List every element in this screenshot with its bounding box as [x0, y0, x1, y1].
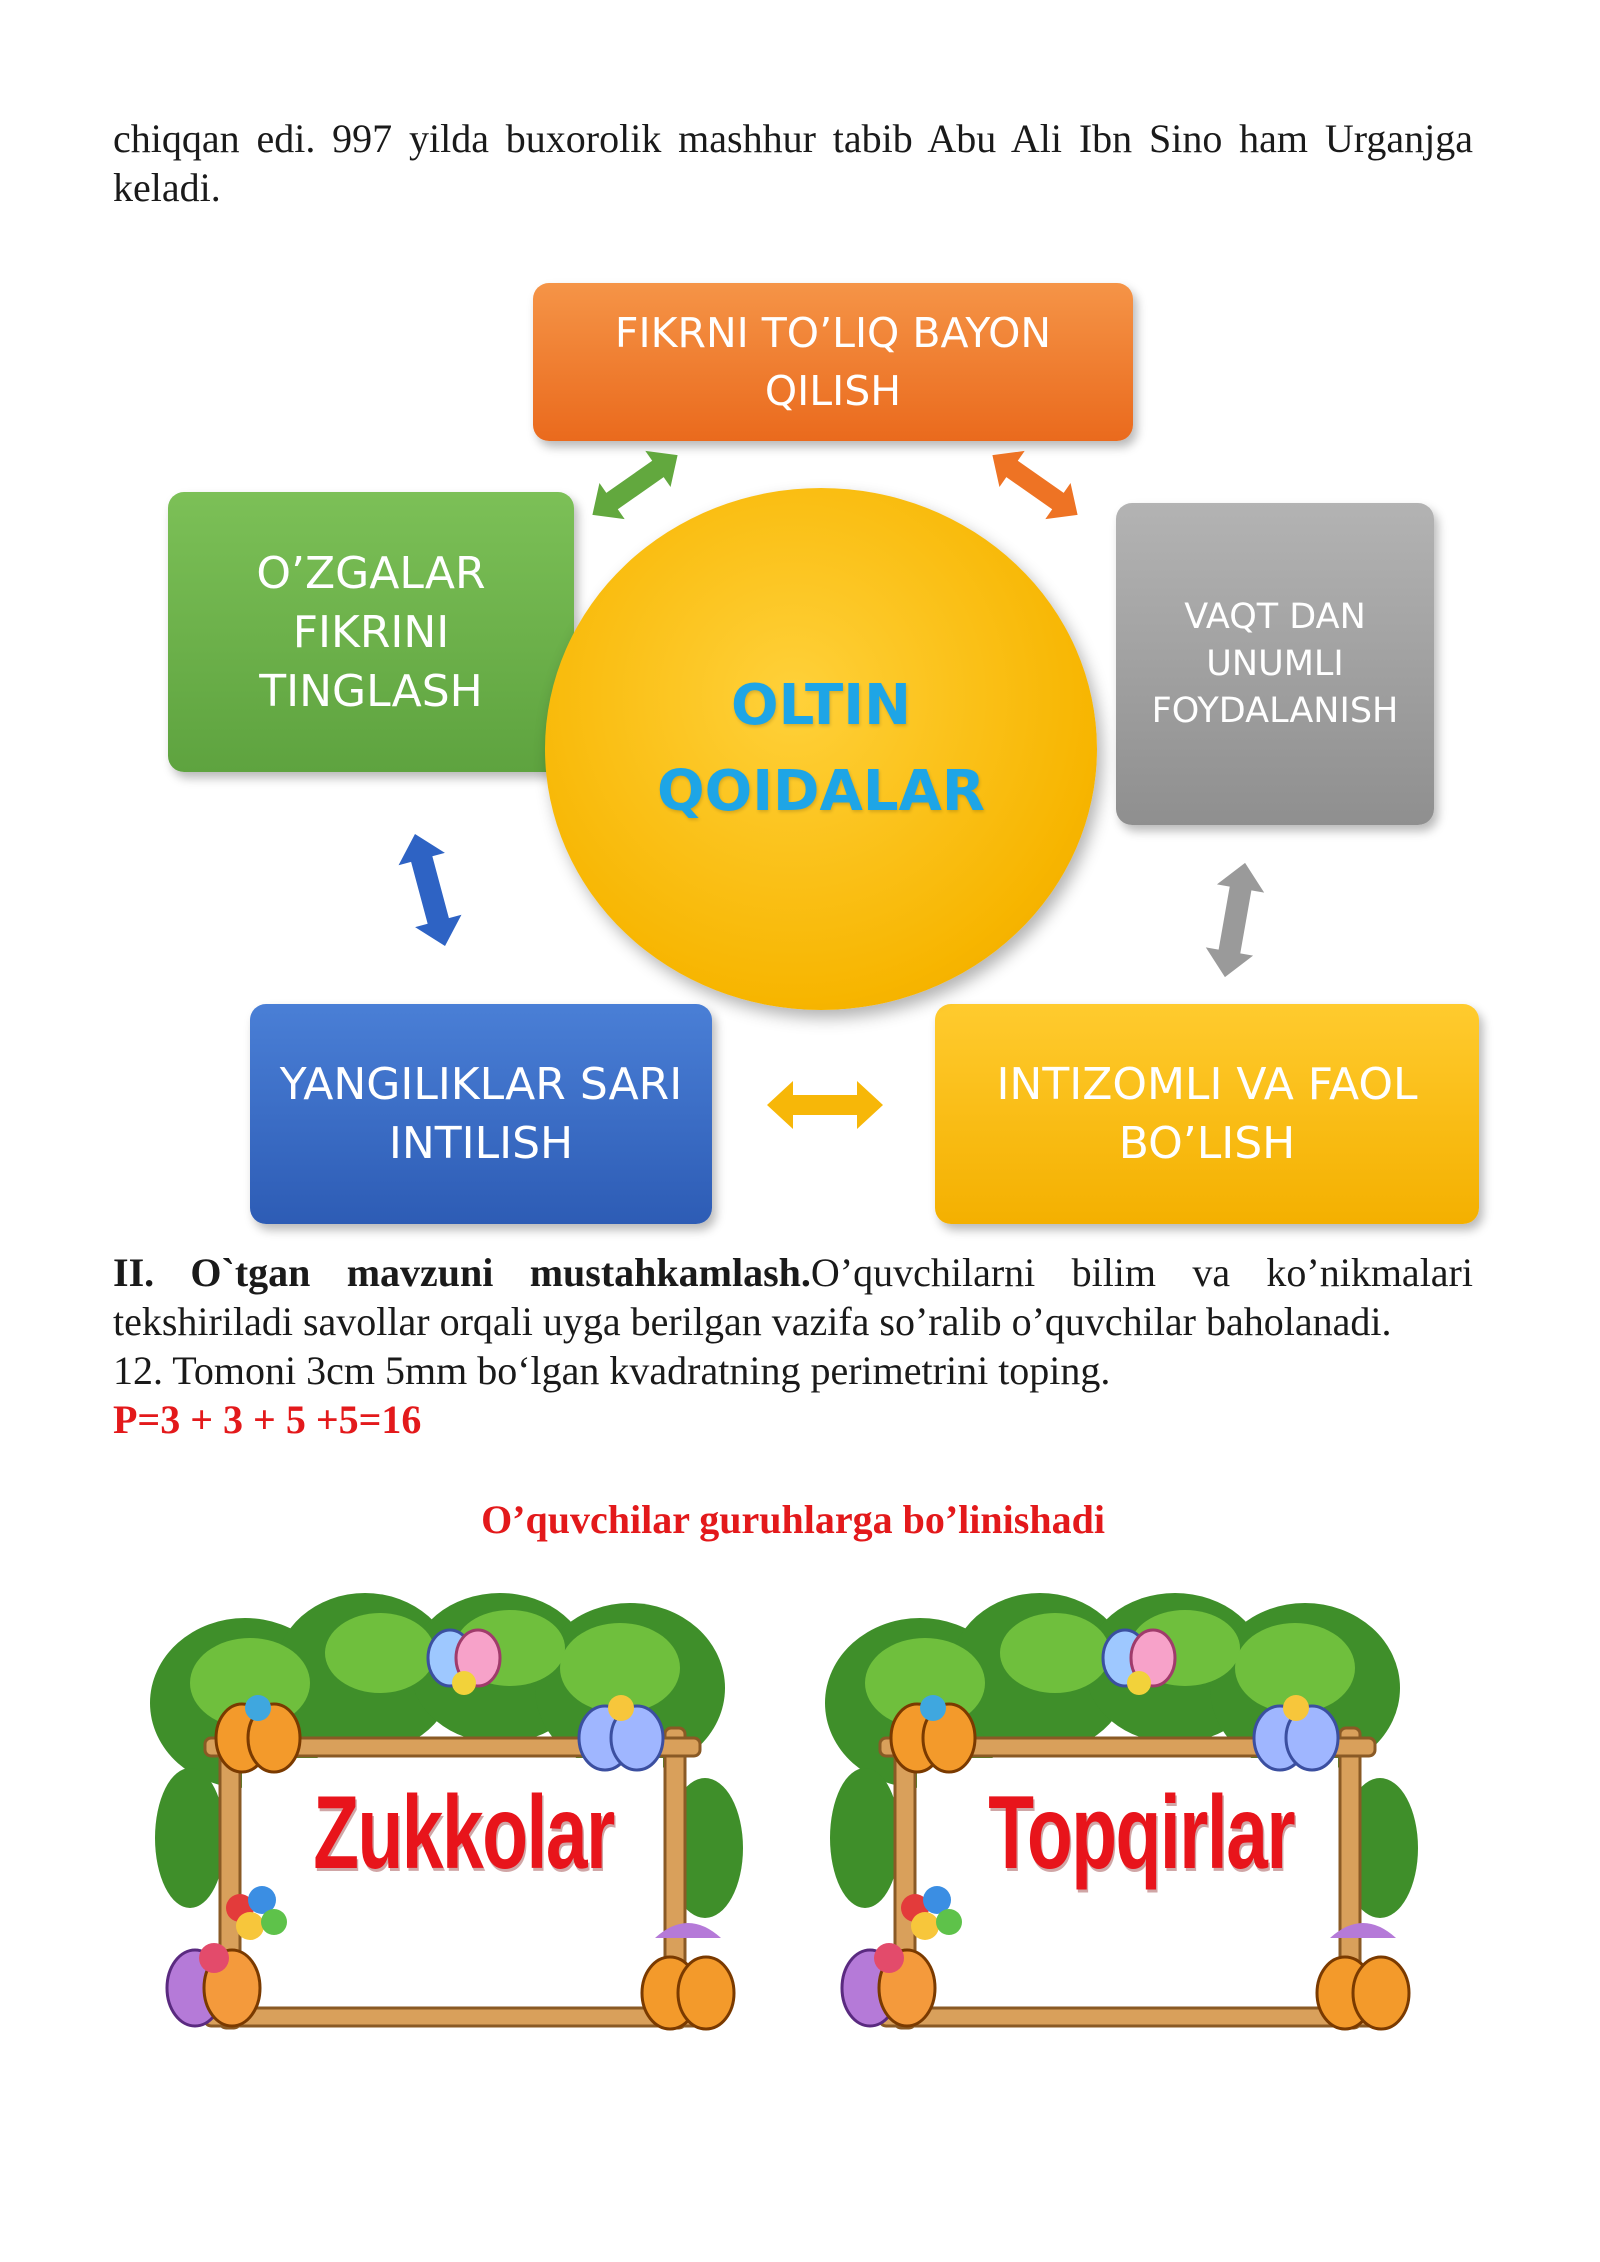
intro-paragraph: chiqqan edi. 997 yilda buxorolik mashhur tabib Abu Ali Ibn Sino ham Urganjga keladi. [113, 116, 1473, 210]
rule-box-bottom-right [935, 1004, 1479, 1224]
rule-box-top [533, 283, 1133, 441]
section-paragraph [113, 1248, 1473, 1346]
rule-top-label: FIKRNI TO’LIQ BAYON QILISH [614, 309, 1052, 415]
rule-box-bottom-left [250, 1004, 712, 1224]
answer-line: P=3 + 3 + 5 +5=16 [113, 1397, 422, 1442]
group-name-zukkolar: Zukkolar [313, 1775, 614, 1891]
section-body: O’quvchilarni bilim va ko’nikmalari tekshiriladi savollar orqali uyga berilgan vazifa so’ralib o’quvchilar baholanadi. [113, 1250, 1473, 1344]
rule-bottom-right-label: INTIZOMLI VA FAOL BO’LISH [996, 1059, 1418, 1169]
center-label: OLTIN QOIDALAR [656, 673, 985, 824]
group-name-topqirlar: Topqirlar [988, 1775, 1295, 1891]
arrow-orange [980, 440, 1090, 530]
rule-left-label: O’ZGALAR FIKRINI TINGLASH [256, 547, 486, 717]
arrow-yellow [765, 1070, 885, 1140]
rule-bottom-left-label: YANGILIKLAR SARI INTILISH [279, 1059, 683, 1169]
rule-right-label: VAQT DAN UNUMLI FOYDALANISH [1151, 596, 1399, 731]
center-circle [545, 488, 1097, 1010]
group-card-topqirlar [825, 1588, 1425, 2048]
rule-box-right [1116, 503, 1434, 825]
golden-rules-diagram [0, 270, 1600, 1240]
task-line: 12. Tomoni 3cm 5mm bo‘lgan kvadratning perimetrini toping. [113, 1348, 1111, 1393]
arrow-gray [1185, 855, 1285, 985]
group-card-zukkolar [150, 1588, 750, 2048]
arrow-blue [380, 825, 480, 955]
arrow-green [580, 440, 690, 530]
rule-box-left [168, 492, 574, 772]
section-heading: II. O`tgan mavzuni mustahkamlash. [113, 1250, 811, 1295]
groups-heading: O’quvchilar guruhlarga bo’linishadi [481, 1497, 1105, 1542]
